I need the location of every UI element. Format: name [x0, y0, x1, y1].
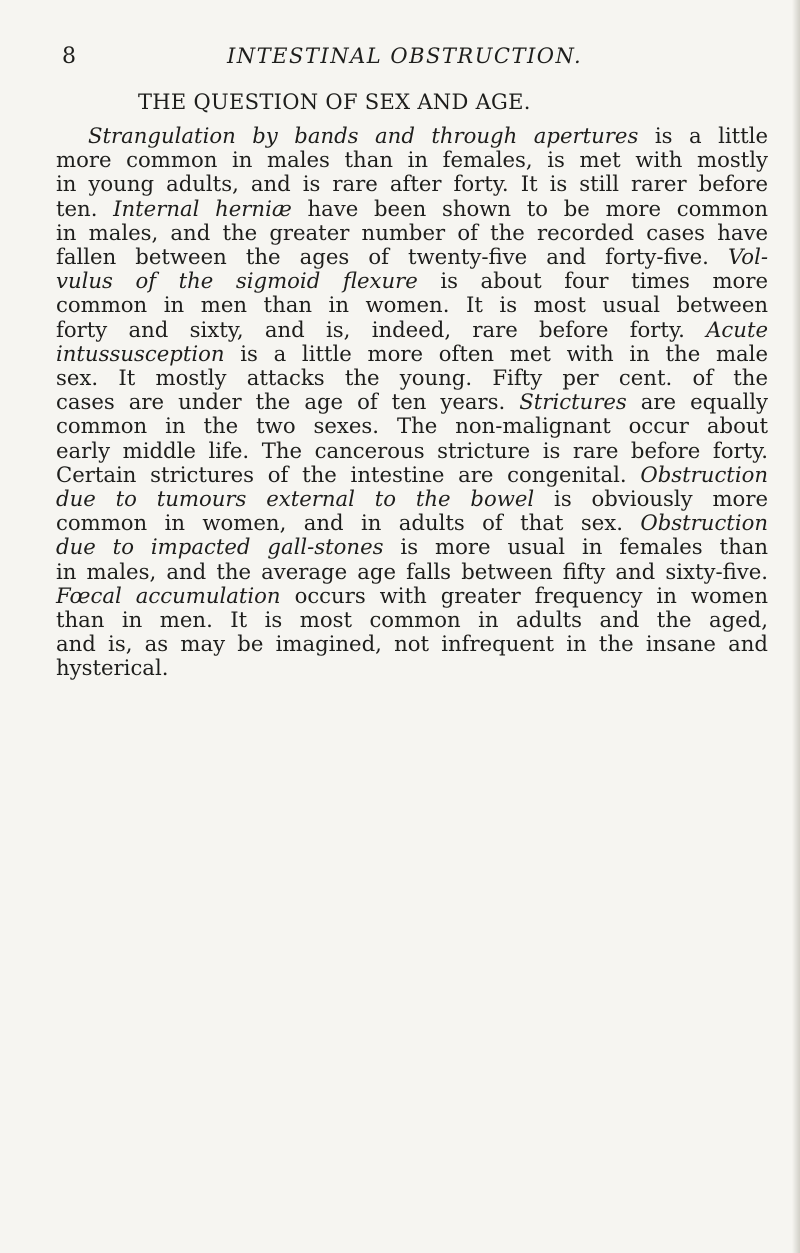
text-run: common in men than in women. It is most usual between: [56, 292, 768, 318]
text-line: [56, 221, 768, 245]
text-line: [56, 487, 768, 511]
italic-term: Obstruction: [640, 510, 768, 536]
text-line: [56, 366, 768, 390]
italic-term: Strictures: [519, 389, 627, 415]
running-title: INTESTINAL OBSTRUCTION.: [227, 44, 583, 68]
text-run: more common in males than in females, is met with mostly: [56, 147, 768, 173]
text-run: early middle life. The cancerous stricture is rare before forty.: [56, 437, 768, 463]
italic-term: intussusception: [56, 340, 225, 366]
text-line: [56, 560, 768, 584]
text-run: occurs with greater frequency in women: [280, 582, 768, 608]
italic-term: due to tumours external to the bowel: [56, 486, 535, 512]
italic-term: Fœcal accumulation: [56, 582, 281, 608]
text-line: [56, 632, 768, 656]
text-run: is more usual in females than: [383, 534, 768, 560]
text-run: fallen between the ages of twenty-five and forty-five.: [56, 244, 728, 270]
text-line: [56, 656, 768, 680]
text-line: [56, 390, 768, 414]
body-paragraph: [56, 124, 768, 681]
text-line: [56, 124, 768, 148]
page-edge-shadow: [792, 0, 800, 1253]
text-line: [56, 463, 768, 487]
text-run: cases are under the age of ten years.: [56, 389, 520, 415]
text-run: in young adults, and is rare after forty. It is still rarer before: [56, 171, 768, 197]
italic-term: Acute: [706, 316, 768, 342]
italic-term: due to impacted gall-stones: [56, 534, 384, 560]
text-run: than in men. It is most common in adults and the aged,: [56, 607, 768, 633]
text-line: [56, 148, 768, 172]
text-line: [56, 197, 768, 221]
text-line: [56, 318, 768, 342]
text-run: sex. It mostly attacks the young. Fifty per cent. of the: [56, 365, 768, 391]
text-line: [56, 414, 768, 438]
section-heading: THE QUESTION OF SEX AND AGE.: [138, 90, 531, 114]
italic-term: Internal herniæ: [113, 195, 292, 221]
text-line: [56, 245, 768, 269]
text-run: is a little more often met with in the male: [224, 340, 768, 366]
text-run: common in the two sexes. The non-malignant occur about: [56, 413, 768, 439]
text-line: [56, 535, 768, 559]
text-run: in males, and the greater number of the recorded cases have: [56, 219, 768, 245]
text-line: [56, 584, 768, 608]
text-line: [56, 511, 768, 535]
text-run: common in women, and in adults of that sex.: [56, 510, 641, 536]
italic-term: Vol-: [727, 244, 768, 270]
text-run: are equally: [626, 389, 768, 415]
text-line: [56, 269, 768, 293]
text-run: is about four times more: [417, 268, 768, 294]
text-run: and is, as may be imagined, not infrequent in the insane and: [56, 631, 768, 657]
text-line: [56, 439, 768, 463]
italic-term: Obstruction: [640, 461, 768, 487]
text-run: forty and sixty, and is, indeed, rare before forty.: [56, 316, 707, 342]
text-run: Certain strictures of the intestine are congenital.: [56, 461, 641, 487]
text-run: in males, and the average age falls between fifty and sixty-five.: [56, 558, 768, 584]
text-run: have been shown to be more common: [291, 195, 768, 221]
page-number: 8: [62, 44, 76, 69]
text-run: hysterical.: [56, 655, 169, 681]
italic-term: vulus of the sigmoid flexure: [56, 268, 418, 294]
text-line: [56, 293, 768, 317]
running-head: [56, 44, 756, 74]
italic-term: Strangulation by bands and through apertures: [88, 123, 639, 148]
text-run: is a little: [638, 123, 768, 148]
text-line: [56, 342, 768, 366]
text-line: [56, 172, 768, 196]
text-line: [56, 608, 768, 632]
text-run: is obviously more: [534, 486, 768, 512]
text-run: ten.: [56, 195, 114, 221]
